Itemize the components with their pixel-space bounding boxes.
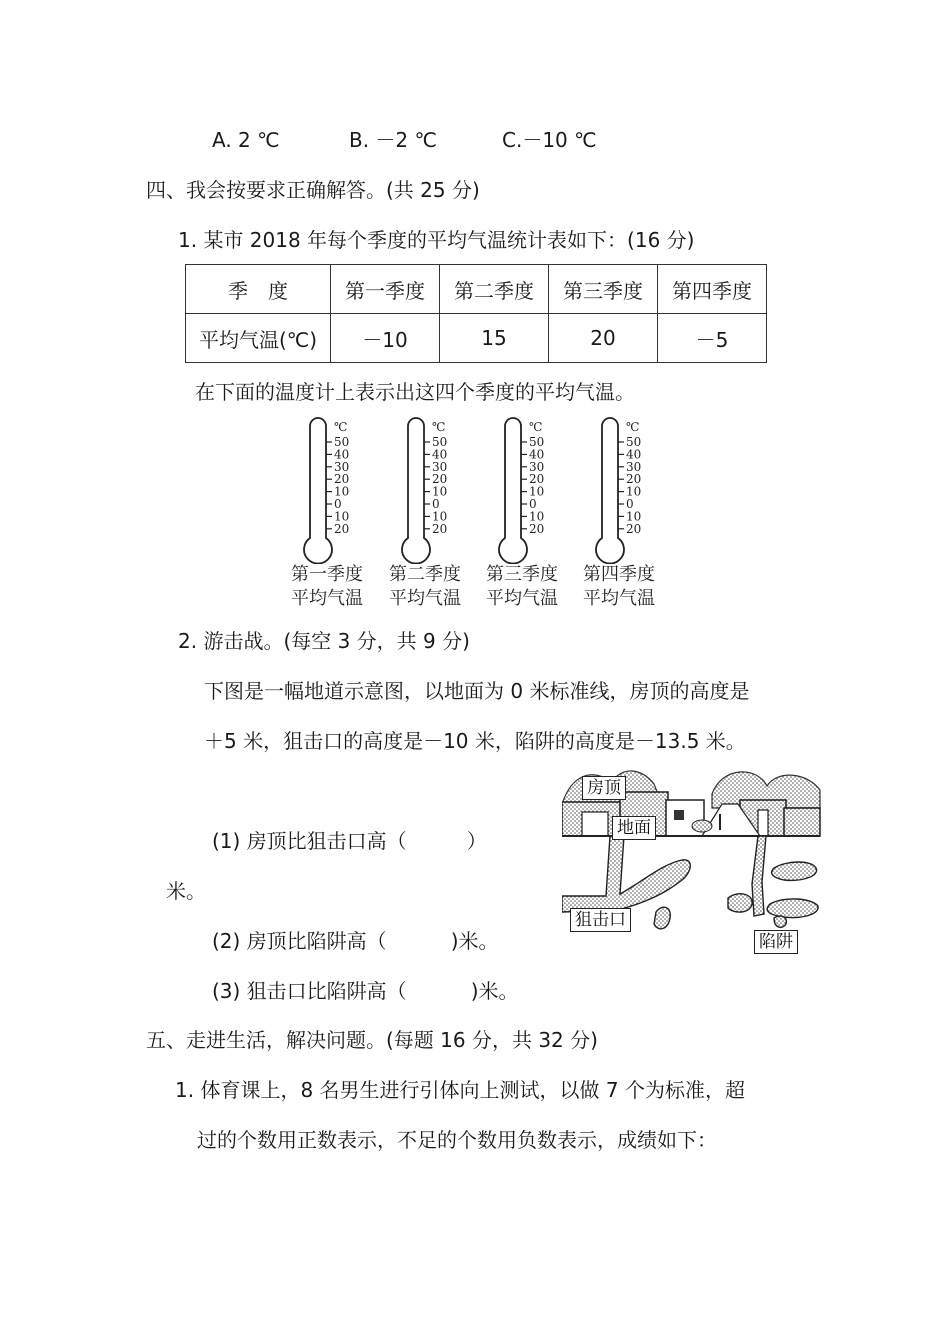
thermometer-tick-label: 20 [626,472,642,487]
thermometer-unit: ℃ [334,420,348,434]
label-sniper: 狙击口 [570,908,631,932]
table-header-cell: 第一季度 [331,265,440,314]
table-row [186,265,767,314]
thermometer-tick-label: 30 [626,459,642,474]
thermometer-tick-label: 10 [529,509,545,524]
thermometer-tick-label: 10 [626,484,642,499]
caption-line: 平均气温 [291,588,363,609]
q2-title: 2. 游击战。(每空 3 分，共 9 分) [178,629,470,653]
thermometer-caption [277,563,377,611]
thermometer-tick-label: 30 [529,459,545,474]
thermometer-tick-label: 20 [529,521,545,536]
thermometer-tick-label: 10 [626,509,642,524]
thermometer-tick-label: 50 [529,435,545,449]
thermometer-tube [402,418,430,563]
thermometer-tick-label: 50 [432,435,448,449]
thermometer-unit: ℃ [529,420,543,434]
thermometer-tick-label: 20 [334,472,350,487]
section4-title: 四、我会按要求正确解答。(共 25 分) [146,178,480,202]
thermometer-tick-label: 20 [626,521,642,536]
thermometer-tick-label: 0 [334,497,342,511]
thermometer [396,414,456,564]
thermometer-tube [499,418,527,563]
thermometer-tick-label: 40 [529,447,545,462]
label-ground: 地面 [612,816,656,840]
s5-q1-line2: 过的个数用正数表示，不足的个数用负数表示，成绩如下： [197,1128,717,1152]
thermometer [298,414,358,564]
caption-line: 平均气温 [389,588,461,609]
q2-sub1-unit: 米。 [166,879,206,903]
s5-q1-line1: 1. 体育课上，8 名男生进行引体向上测试，以做 7 个为标准，超 [175,1078,745,1102]
q2-description-line2: ＋5 米，狙击口的高度是－10 米，陷阱的高度是－13.5 米。 [204,729,746,753]
thermometer-tube [596,418,624,563]
thermometer-tick-label: 40 [432,447,448,462]
table-row-label: 平均气温(℃) [186,314,331,363]
thermometer-tick-label: 40 [334,447,350,462]
thermometer-caption [569,563,669,611]
thermometer-tick-label: 20 [432,521,448,536]
table-cell: 20 [549,314,658,363]
table-cell: －5 [658,314,767,363]
thermometer-tick-label: 10 [432,509,448,524]
thermometer-tick-label: 0 [529,497,537,511]
table-header-cell: 季 度 [186,265,331,314]
q2-description-line1: 下图是一幅地道示意图，以地面为 0 米标准线，房顶的高度是 [204,679,750,703]
q2-sub1-text: (1) 房顶比狙击口高（ [212,829,407,853]
caption-line: 第三季度 [486,564,558,585]
choice-c: C.－10 ℃ [502,128,597,152]
table-header-cell: 第三季度 [549,265,658,314]
thermometer-drawing [396,414,456,564]
thermometer-tube [304,418,332,563]
label-roof: 房顶 [582,776,626,800]
thermometer-drawing [590,414,650,564]
thermometer-unit: ℃ [626,420,640,434]
thermometer-unit: ℃ [432,420,446,434]
thermometer-tick-label: 20 [334,521,350,536]
thermometer-drawing [298,414,358,564]
thermometer-tick-label: 20 [529,472,545,487]
q2-sub1-close: ） [466,829,487,853]
q1-instruction: 在下面的温度计上表示出这四个季度的平均气温。 [195,380,635,404]
tunnel-illustration [562,764,822,956]
thermometer-caption [472,563,572,611]
thermometer-caption [375,563,475,611]
thermometer-tick-label: 30 [432,459,448,474]
label-trap: 陷阱 [754,930,798,954]
q2-sub2 [212,927,499,955]
table-cell: 15 [440,314,549,363]
caption-line: 平均气温 [486,588,558,609]
thermometer-tick-label: 10 [334,509,350,524]
caption-line: 平均气温 [583,588,655,609]
caption-line: 第一季度 [291,564,363,585]
thermometer-tick-label: 10 [529,484,545,499]
table-header-cell: 第二季度 [440,265,549,314]
q2-sub2-text: (2) 房顶比陷阱高（ [212,929,387,953]
choice-a: A. 2 ℃ [212,128,280,152]
q2-sub3-close: )米。 [470,979,519,1003]
choice-b: B. －2 ℃ [349,128,437,152]
q1-text: 1. 某市 2018 年每个季度的平均气温统计表如下：(16 分) [178,228,695,252]
q2-sub2-close: )米。 [450,929,499,953]
caption-line: 第二季度 [389,564,461,585]
table-header-cell: 第四季度 [658,265,767,314]
temperature-table [185,264,767,363]
q2-sub3 [212,977,519,1005]
thermometer-tick-label: 50 [334,435,350,449]
thermometer-tick-label: 10 [432,484,448,499]
thermometer [590,414,650,564]
q2-sub1 [212,827,487,855]
thermometer-tick-label: 0 [432,497,440,511]
table-cell: －10 [331,314,440,363]
section5-title: 五、走进生活，解决问题。(每题 16 分，共 32 分) [146,1028,598,1052]
thermometer-tick-label: 30 [334,459,350,474]
table-row [186,314,767,363]
caption-line: 第四季度 [583,564,655,585]
thermometer-tick-label: 20 [432,472,448,487]
thermometer-tick-label: 10 [334,484,350,499]
thermometer-tick-label: 40 [626,447,642,462]
q2-sub3-text: (3) 狙击口比陷阱高（ [212,979,407,1003]
thermometer-tick-label: 50 [626,435,642,449]
thermometer-drawing [493,414,553,564]
thermometer [493,414,553,564]
thermometer-tick-label: 0 [626,497,634,511]
